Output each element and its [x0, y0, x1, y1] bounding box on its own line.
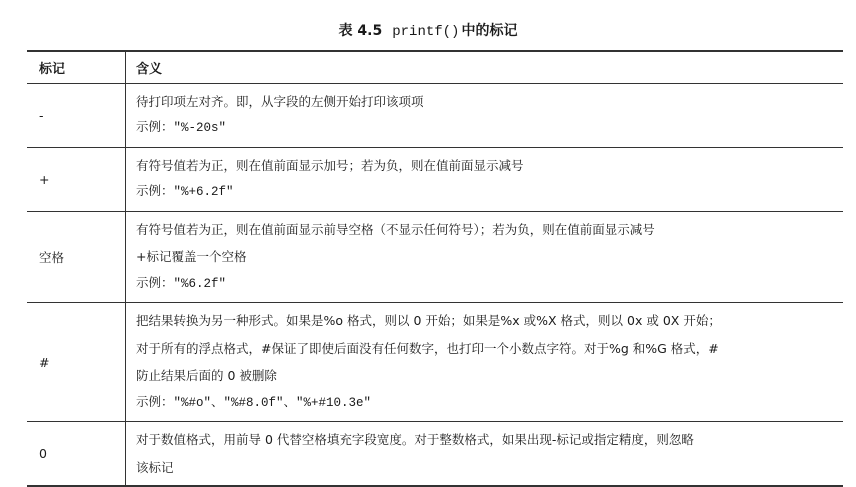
printf-flags-table — [27, 50, 843, 487]
flag-cell: 0 — [27, 422, 126, 487]
meaning-line: 对于数值格式，用前导 0 代替空格填充字段宽度。对于整数格式，如果出现-标记或指定精度，则忽略 — [136, 432, 694, 447]
flag-cell: - — [27, 83, 126, 147]
meaning-cell — [126, 303, 844, 422]
example-line: 示例："%#o"、"%#8.0f"、"%+#10.3e" — [136, 395, 372, 410]
meaning-cell — [126, 211, 844, 303]
table-row — [27, 83, 843, 147]
meaning-line: 防止结果后面的 0 被删除 — [136, 368, 277, 383]
meaning-cell — [126, 83, 844, 147]
table-row — [27, 211, 843, 303]
example-line: 示例："%+6.2f" — [136, 185, 234, 199]
table-row — [27, 303, 843, 422]
meaning-cell — [126, 147, 844, 211]
caption-code: printf() — [392, 24, 460, 40]
header-flag: 标记 — [27, 51, 126, 83]
table-header-row — [27, 51, 843, 83]
header-meaning: 含义 — [136, 61, 163, 77]
meaning-line: 待打印项左对齐。即，从字段的左侧开始打印该项项 — [136, 93, 424, 109]
table-caption — [0, 20, 856, 40]
meaning-line: 对于所有的浮点格式，#保证了即使后面没有任何数字，也打印一个小数点字符。对于%g 和%G 格式，# — [136, 340, 719, 356]
table-row — [27, 422, 843, 487]
meaning-line: 有符号值若为正，则在值前面显示前导空格（不显示任何符号）；若为负，则在值前面显示减号 — [136, 221, 655, 237]
flag-cell: # — [27, 303, 126, 422]
flag-cell: 空格 — [27, 211, 126, 303]
flag-cell: + — [27, 147, 126, 211]
meaning-cell — [126, 422, 844, 487]
caption-suffix: 中的标记 — [461, 23, 518, 39]
table-row — [27, 147, 843, 211]
meaning-line: +标记覆盖一个空格 — [136, 249, 247, 264]
meaning-line: 该标记 — [136, 459, 174, 475]
caption-label: 表 4.5 — [338, 23, 383, 39]
meaning-line: 有符号值若为正，则在值前面显示加号；若为负，则在值前面显示减号 — [136, 157, 524, 173]
meaning-line: 把结果转换为另一种形式。如果是%o 格式，则以 0 开始；如果是%x 或%X 格式，则以 0x 或 0X 开始； — [136, 313, 721, 328]
example-line: 示例："%-20s" — [136, 121, 227, 135]
example-line: 示例："%6.2f" — [136, 276, 227, 291]
